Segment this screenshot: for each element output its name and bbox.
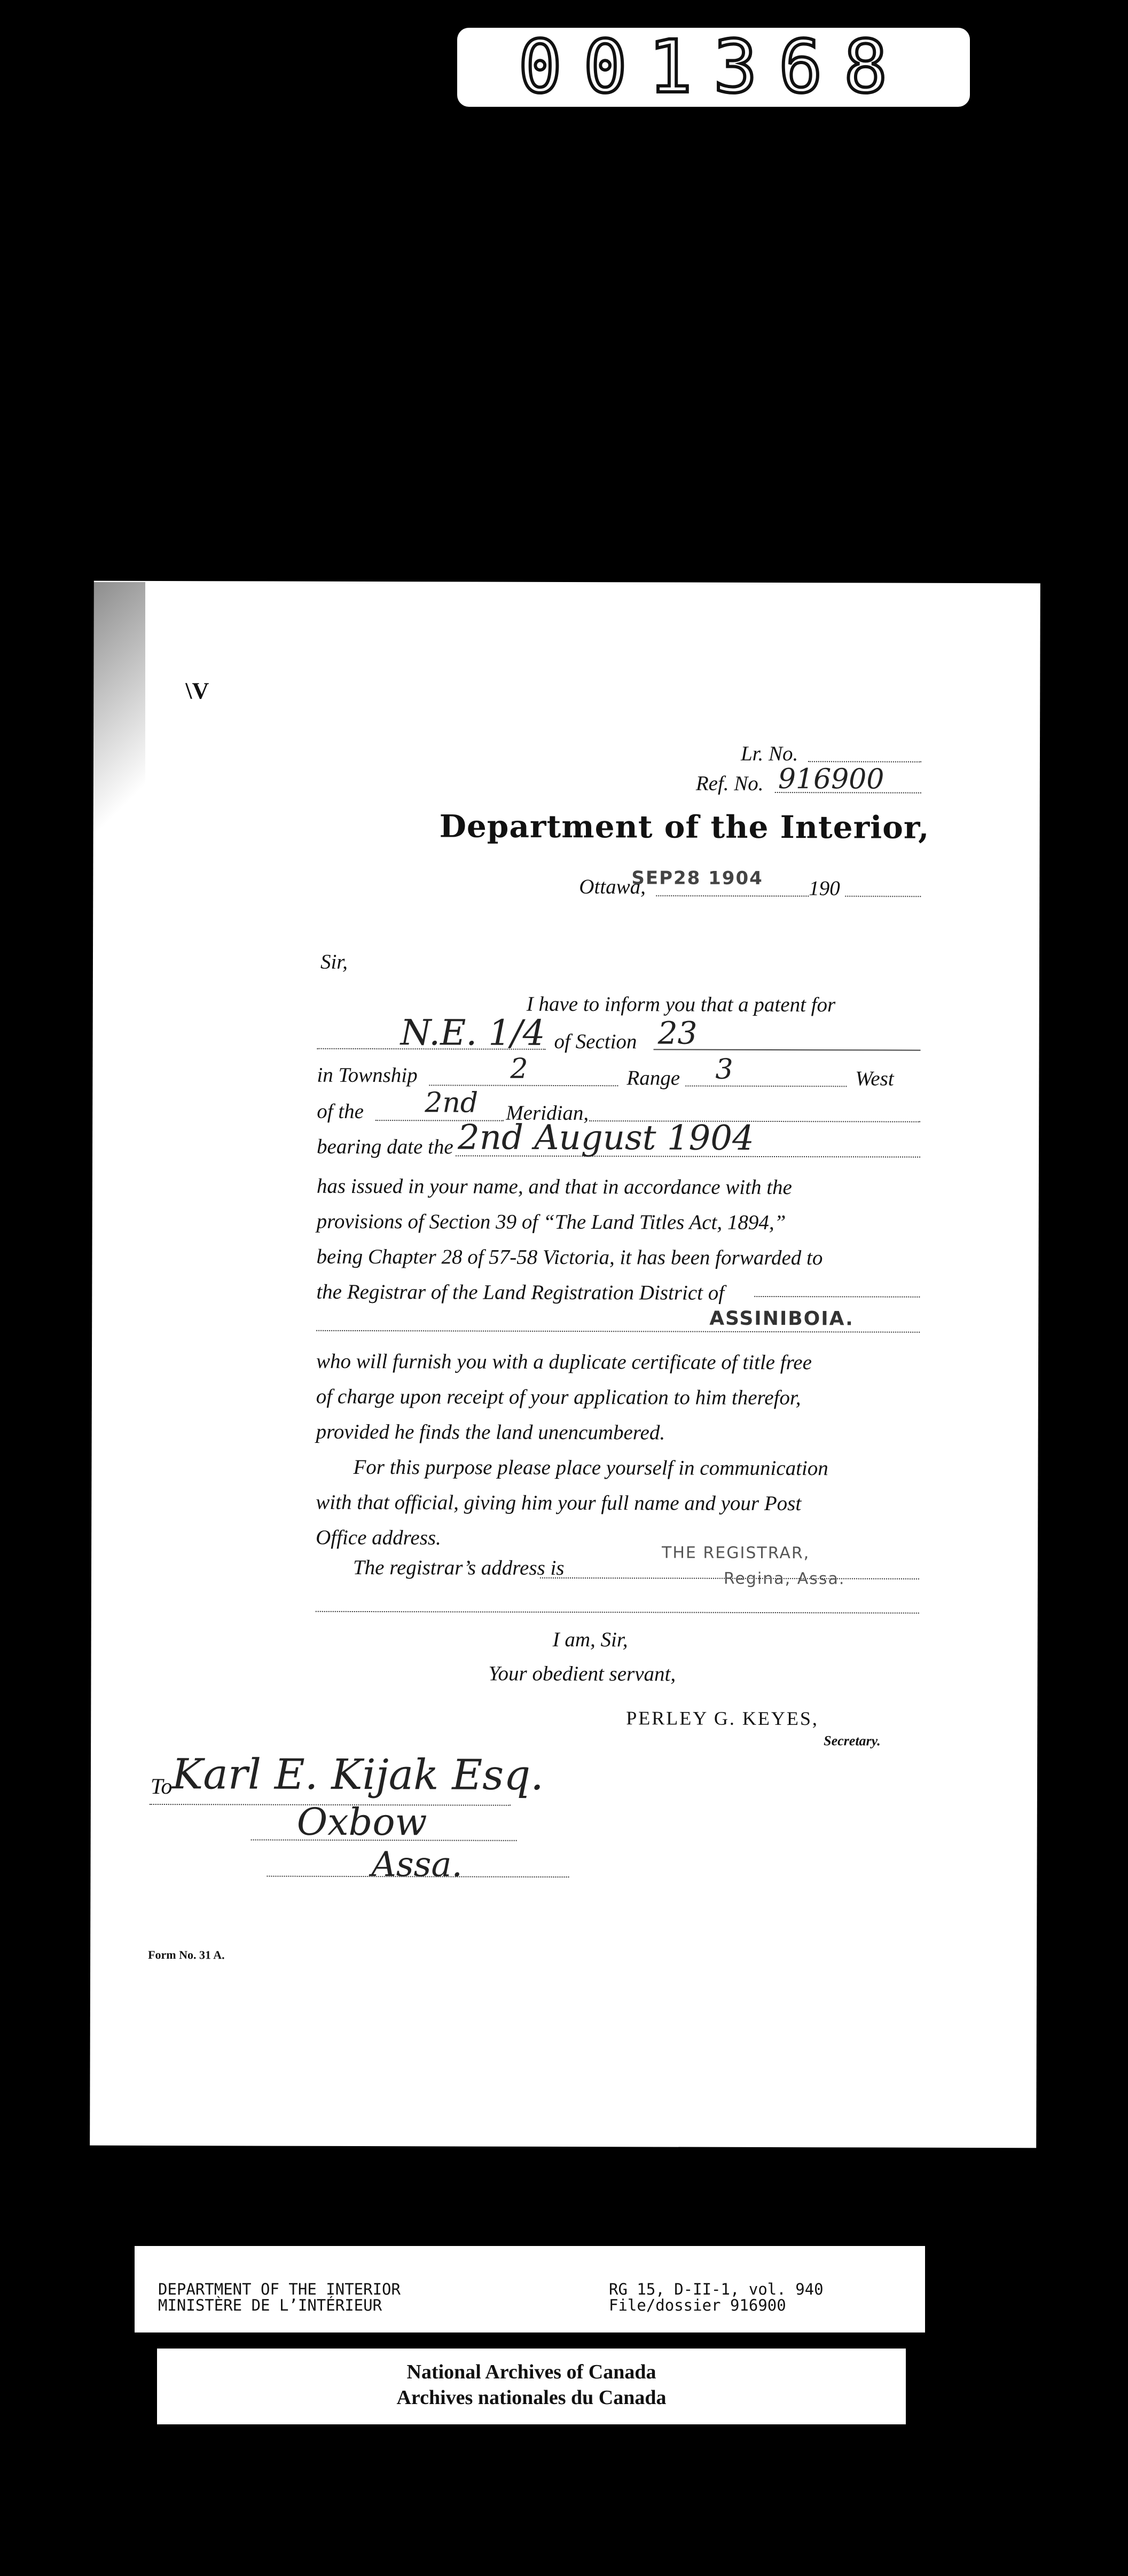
range-line (685, 1086, 847, 1087)
district-line-2 (316, 1330, 920, 1333)
west-label: West (855, 1067, 894, 1090)
file-reference: File/dossier 916900 (609, 2296, 786, 2314)
meridian-label: Meridian, (506, 1101, 589, 1125)
place-label: Ottawa, (579, 875, 646, 899)
department-en: DEPARTMENT OF THE INTERIOR (158, 2280, 401, 2298)
addressee-town: Oxbow (296, 1800, 427, 1844)
body-line: provisions of Section 39 of “The Land Titles Act, 1894,” (316, 1210, 786, 1235)
salutation: Sir, (320, 950, 348, 973)
registrar-line-2 (316, 1611, 919, 1614)
registrar-label: The registrar’s address is (352, 1556, 565, 1580)
signatory-title: Secretary. (824, 1733, 881, 1749)
archives-name-fr: Archives nationales du Canada (396, 2386, 667, 2409)
inform-line: I have to inform you that a patent for (526, 992, 836, 1017)
to-label: To (150, 1774, 173, 1800)
body-paragraph-2 (316, 1344, 812, 1451)
township-label: in Township (317, 1063, 418, 1087)
body-paragraph-1 (316, 1169, 823, 1311)
archives-name-en: National Archives of Canada (406, 2361, 656, 2383)
township-number: 2 (510, 1053, 528, 1085)
quarter-section: N.E. 1/4 (400, 1012, 545, 1054)
body-line: with that official, giving him your full name and your Post (316, 1490, 802, 1515)
frame-number: 001368 (518, 25, 909, 109)
archives-name-label (157, 2349, 906, 2424)
body-line: provided he finds the land unencumbered. (316, 1420, 665, 1444)
form-number: Form No. 31 A. (148, 1947, 225, 1962)
meridian-number: 2nd (425, 1087, 479, 1119)
body-line: of charge upon receipt of your application to him therefor, (316, 1385, 801, 1410)
department-heading: Department of the Interior, (439, 808, 930, 846)
body-line: who will furnish you with a duplicate certificate of title free (316, 1349, 812, 1375)
letter-page (90, 581, 1040, 2148)
year-suffix: 190 (809, 877, 840, 900)
addressee-province: Assa. (371, 1845, 463, 1885)
ref-no-value: 916900 (778, 763, 884, 796)
body-line: For this purpose please place yourself in communication (353, 1455, 828, 1480)
date-line (656, 895, 809, 897)
addressee-name: Karl E. Kijak Esq. (171, 1750, 544, 1800)
district-stamp: ASSINIBOIA. (709, 1307, 854, 1330)
body-paragraph-3 (316, 1450, 828, 1557)
ref-no-label: Ref. No. (695, 772, 764, 795)
date-stamp: SEP28 1904 (631, 867, 763, 889)
of-section-label: of Section (554, 1030, 637, 1054)
lr-no-label: Lr. No. (740, 742, 798, 766)
lr-no-line (808, 761, 921, 763)
section-number: 23 (657, 1015, 698, 1051)
closing-line-2: Your obedient servant, (488, 1662, 676, 1686)
margin-mark: \V (185, 678, 209, 704)
closing-line-1: I am, Sir, (552, 1628, 628, 1652)
year-line (845, 896, 921, 897)
registrar-stamp-line-1: THE REGISTRAR, (662, 1543, 810, 1563)
body-line: the Registrar of the Land Registration District of (316, 1280, 725, 1305)
department-fr: MINISTÈRE DE L’INTÉRIEUR (158, 2296, 382, 2314)
registrar-stamp-line-2: Regina, Assa. (723, 1569, 845, 1589)
of-the-label: of the (317, 1099, 364, 1124)
bearing-date-label: bearing date the (317, 1135, 453, 1159)
microfilm-frame-stamp (457, 25, 970, 109)
signatory-name: PERLEY G. KEYES, (626, 1707, 819, 1730)
body-line: being Chapter 28 of 57-58 Victoria, it has been forwarded to (316, 1245, 823, 1270)
archive-reference-label (135, 2246, 925, 2332)
bearing-date-value: 2nd August 1904 (458, 1118, 754, 1158)
range-number: 3 (715, 1053, 733, 1086)
body-line: Office address. (316, 1526, 441, 1550)
record-group-reference: RG 15, D-II-1, vol. 940 (609, 2280, 824, 2298)
range-label: Range (626, 1066, 680, 1090)
body-line: has issued in your name, and that in accordance with the (316, 1174, 792, 1199)
township-line (429, 1085, 618, 1086)
